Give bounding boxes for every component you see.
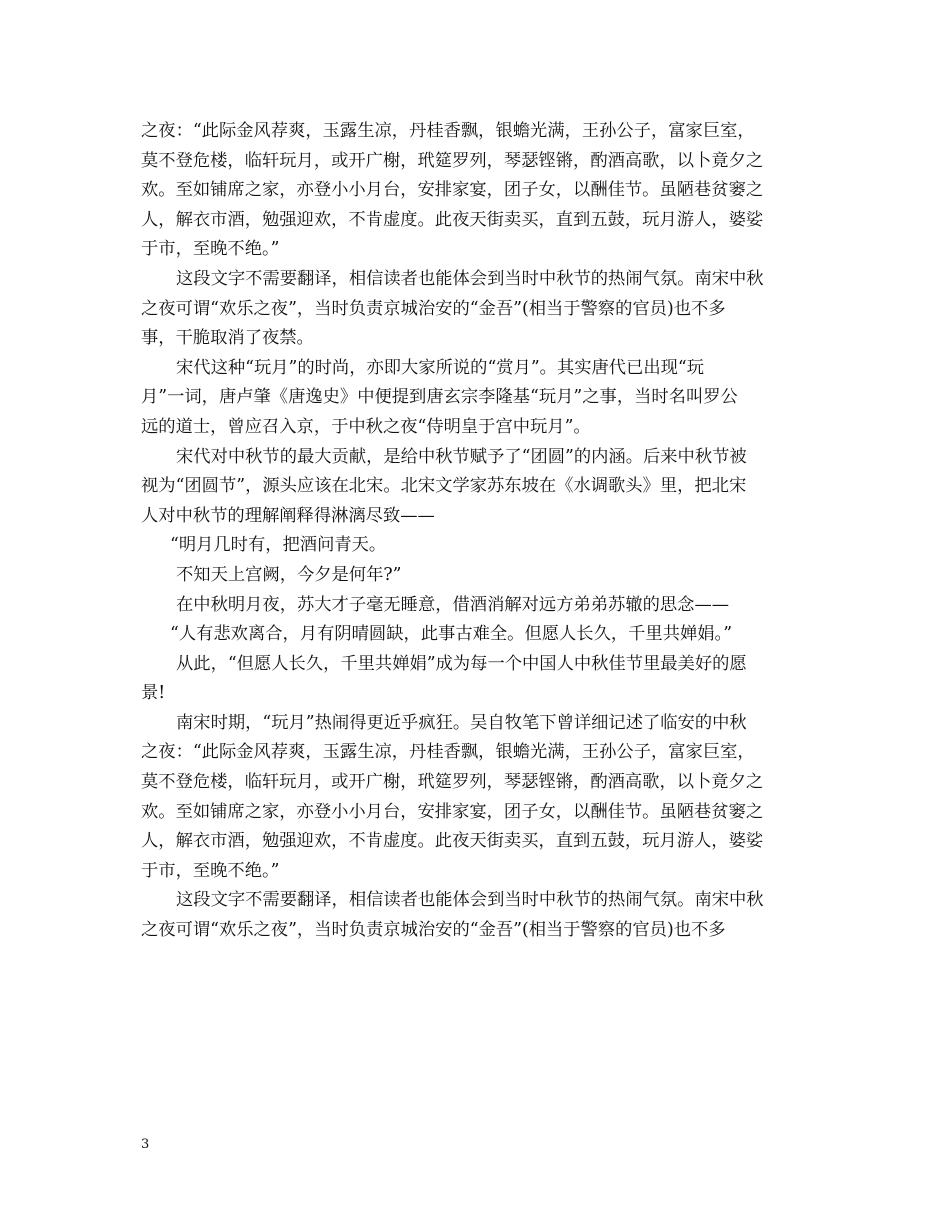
text-line: 欢。至如铺席之家，亦登小小月台，安排家宴，团子女，以酬佳节。虽陋巷贫窭之 — [141, 801, 764, 822]
page-number: 3 — [141, 1137, 150, 1152]
paragraph-first-line: 宋代这种“玩月”的时尚，亦即大家所说的“赏月”。其实唐代已出现“玩 — [176, 357, 705, 378]
text-line: 之夜可谓“欢乐之夜”，当时负责京城治安的“金吾”(相当于警察的官员)也不多 — [141, 920, 726, 941]
text-line: 于市，至晚不绝。” — [141, 239, 280, 260]
text-line: 之夜：“此际金风荐爽，玉露生凉，丹桂香飘，银蟾光满，王孙公子，富家巨室， — [141, 742, 755, 763]
paragraph-first-line: 南宋时期，“玩月”热闹得更近乎疯狂。吴自牧笔下曾详细记述了临安的中秋 — [176, 712, 747, 733]
paragraph-first-line: 这段文字不需要翻译，相信读者也能体会到当时中秋节的热闹气氛。南宋中秋 — [176, 268, 764, 289]
text-line: 之夜可谓“欢乐之夜”，当时负责京城治安的“金吾”(相当于警察的官员)也不多 — [141, 298, 726, 319]
text-line: 月”一词，唐卢肇《唐逸史》中便提到唐玄宗李隆基“玩月”之事，当时名叫罗公 — [141, 387, 738, 408]
text-line: 之夜：“此际金风荐爽，玉露生凉，丹桂香飘，银蟾光满，王孙公子，富家巨室， — [141, 121, 755, 141]
paragraph-first-line: 从此，“但愿人长久，千里共婵娟”成为每一个中国人中秋佳节里最美好的愿 — [176, 653, 747, 674]
text-line: 于市，至晚不绝。” — [141, 860, 280, 881]
paragraph-first-line: 这段文字不需要翻译，相信读者也能体会到当时中秋节的热闹气氛。南宋中秋 — [176, 890, 764, 911]
text-line: 莫不登危楼，临轩玩月，或开广榭，玳筵罗列，琴瑟铿锵，酌酒高歌，以卜竟夕之 — [141, 772, 764, 793]
poem-line: “明月几时有，把酒问青天。 — [170, 535, 387, 556]
text-line: 视为“团圆节”，源头应该在北宋。北宋文学家苏东坡在《水调歌头》里，把北宋 — [141, 476, 747, 497]
text-line: 人，解衣市酒，勉强迎欢，不肯虚度。此夜天街卖买，直到五鼓，玩月游人，婆娑 — [141, 831, 764, 852]
text-line: 景! — [141, 683, 166, 704]
poem-line: 不知天上宫阙，今夕是何年?” — [176, 564, 402, 585]
body-text — [141, 117, 816, 946]
text-line: 人，解衣市酒，勉强迎欢，不肯虚度。此夜天街卖买，直到五鼓，玩月游人，婆娑 — [141, 209, 764, 230]
text-line: 事，干脆取消了夜禁。 — [141, 328, 314, 349]
poem-line: “人有悲欢离合，月有阴晴圆缺，此事古难全。但愿人长久，千里共婵娟。” — [170, 624, 733, 645]
text-line: 远的道士，曾应召入京，于中秋之夜“侍明皇于宫中玩月”。 — [141, 416, 591, 437]
text-line: 人对中秋节的理解阐释得淋漓尽致—— — [141, 505, 435, 526]
paragraph-first-line: 宋代对中秋节的最大贡献，是给中秋节赋予了“团圆”的内涵。后来中秋节被 — [176, 446, 747, 467]
text-line: 欢。至如铺席之家，亦登小小月台，安排家宴，团子女，以酬佳节。虽陋巷贫窭之 — [141, 180, 764, 201]
paragraph-first-line: 在中秋明月夜，苏大才子毫无睡意，借酒消解对远方弟弟苏辙的思念—— — [176, 594, 730, 615]
text-line: 莫不登危楼，临轩玩月，或开广榭，玳筵罗列，琴瑟铿锵，酌酒高歌，以卜竟夕之 — [141, 150, 764, 171]
